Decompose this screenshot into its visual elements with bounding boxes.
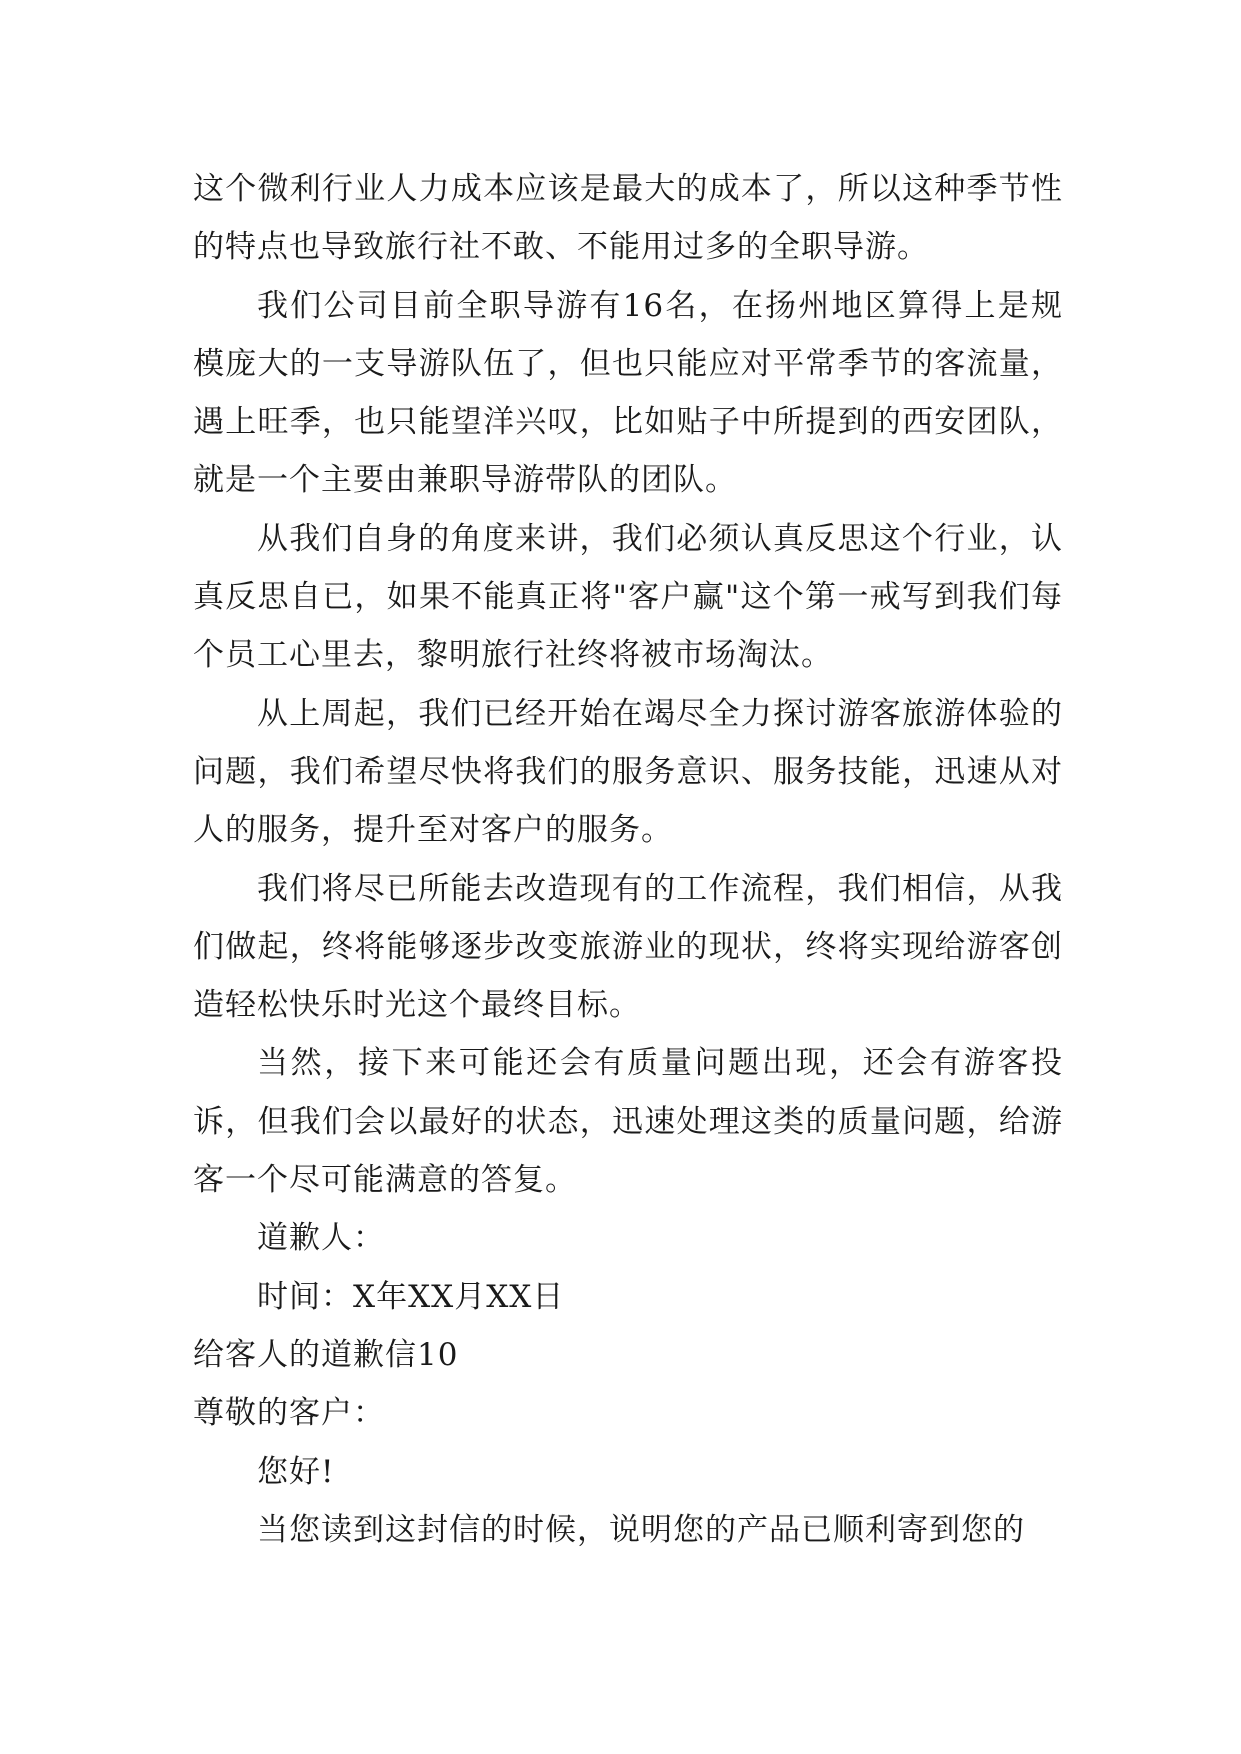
paragraph: 从上周起，我们已经开始在竭尽全力探讨游客旅游体验的问题，我们希望尽快将我们的服务意识、服务技能，迅速从对人的服务，提升至对客户的服务。 [193, 695, 1063, 849]
letter-title: 给客人的道歉信10 [193, 1336, 459, 1373]
paragraph: 我们公司目前全职导游有16名，在扬州地区算得上是规模庞大的一支导游队伍了，但也只能应对平常季节的客流量，遇上旺季，也只能望洋兴叹，比如贴子中所提到的西安团队，就是一个主要由兼职导游带队的团队。 [193, 287, 1063, 499]
greeting: 您好! [257, 1453, 335, 1490]
paragraph: 我们将尽已所能去改造现有的工作流程，我们相信，从我们做起，终将能够逐步改变旅游业的现状，终将实现给游客创造轻松快乐时光这个最终目标。 [193, 870, 1063, 1024]
salutation: 尊敬的客户： [193, 1395, 385, 1432]
date-line: 时间：X年XX月XX日 [257, 1278, 565, 1315]
signature-label: 道歉人： [257, 1220, 385, 1257]
document-body [193, 160, 1063, 1559]
paragraph: 当然，接下来可能还会有质量问题出现，还会有游客投诉，但我们会以最好的状态，迅速处理这类的质量问题，给游客一个尽可能满意的答复。 [193, 1045, 1063, 1199]
paragraph: 当您读到这封信的时候，说明您的产品已顺利寄到您的 [257, 1511, 1025, 1548]
paragraph: 从我们自身的角度来讲，我们必须认真反思这个行业，认真反思自已，如果不能真正将"客户赢"这个第一戒写到我们每个员工心里去，黎明旅行社终将被市场淘汰。 [193, 520, 1063, 674]
paragraph: 这个微利行业人力成本应该是最大的成本了，所以这种季节性的特点也导致旅行社不敢、不能用过多的全职导游。 [193, 171, 1063, 266]
